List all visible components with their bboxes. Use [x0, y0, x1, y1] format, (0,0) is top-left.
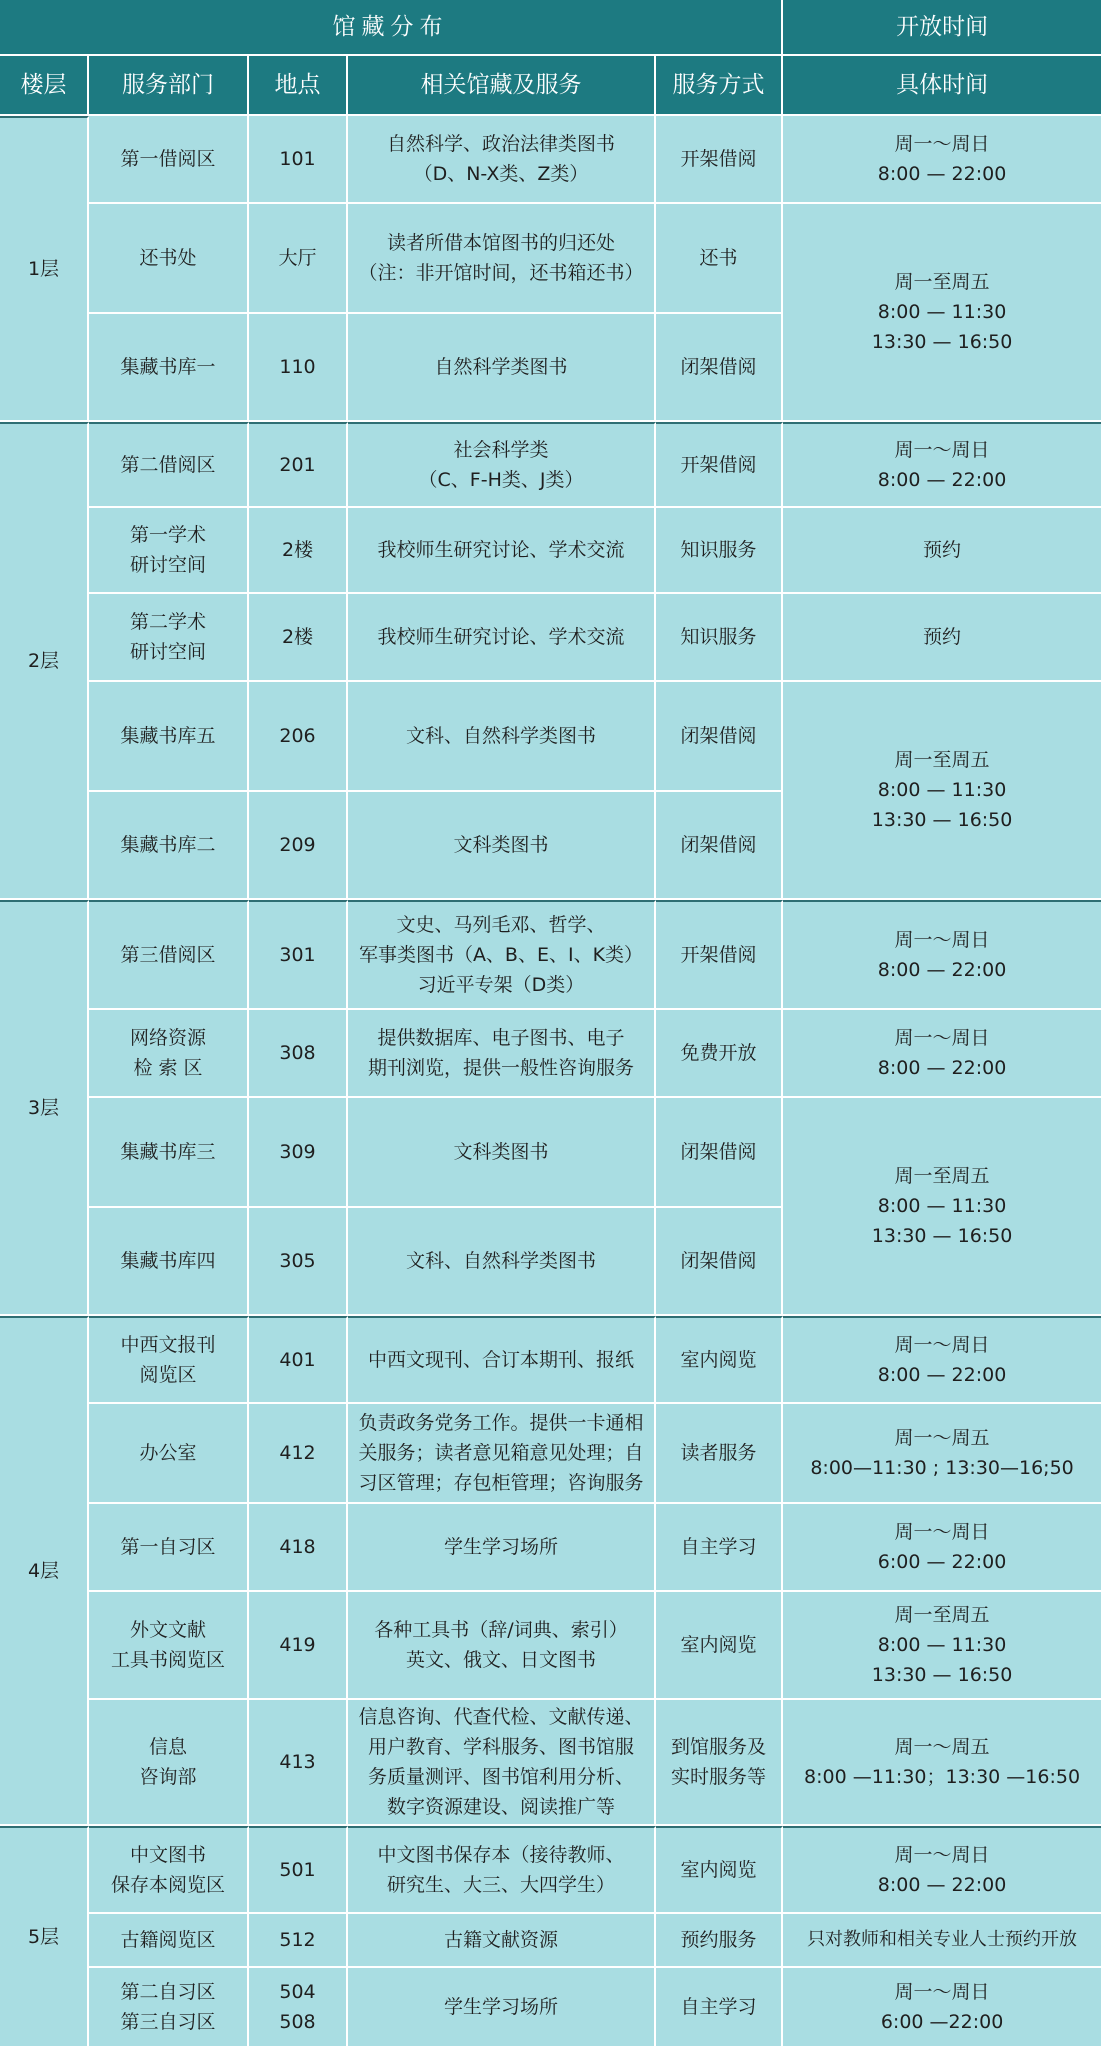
- collection-cell: 负责政务党务工作。提供一卡通相 关服务；读者意见箱意见处理；自 习区管理；存包柜管理；咨询服务: [348, 1404, 656, 1504]
- service-mode-cell: 室内阅览: [656, 1826, 783, 1914]
- service-mode-cell: 知识服务: [656, 508, 783, 594]
- table-row: [0, 508, 1101, 594]
- location-cell: 309: [249, 1098, 348, 1208]
- collection-cell: 文史、马列毛邓、哲学、 军事类图书（A、B、E、I、K类） 习近平专架（D类）: [348, 900, 656, 1010]
- time-cell: 周一～周日 6:00 — 22:00: [783, 1504, 1101, 1592]
- table-row: [0, 422, 1101, 508]
- time-cell: 周一～周日 8:00 — 22:00: [783, 1316, 1101, 1404]
- table-row: [0, 1098, 1101, 1208]
- collection-cell: 中西文现刊、合订本期刊、报纸: [348, 1316, 656, 1404]
- location-cell: 2楼: [249, 508, 348, 594]
- department-cell: 第二借阅区: [89, 422, 249, 508]
- col-header-location: 地点: [249, 56, 348, 116]
- department-cell: 第二自习区 第三自习区: [89, 1968, 249, 2048]
- service-mode-cell: 室内阅览: [656, 1316, 783, 1404]
- table-row: [0, 594, 1101, 682]
- collection-cell: 文科类图书: [348, 1098, 656, 1208]
- opening-hours-header: 开放时间: [783, 0, 1101, 56]
- location-cell: 209: [249, 792, 348, 900]
- col-header-time: 具体时间: [783, 56, 1101, 116]
- location-cell: 418: [249, 1504, 348, 1592]
- time-cell: 周一至周五 8:00 — 11:30 13:30 — 16:50: [783, 682, 1101, 900]
- time-cell: 周一至周五 8:00 — 11:30 13:30 — 16:50: [783, 1592, 1101, 1700]
- collection-cell: 读者所借本馆图书的归还处 （注：非开馆时间，还书箱还书）: [348, 204, 656, 314]
- floor-label: 2层: [0, 422, 89, 900]
- floor-label: 3层: [0, 900, 89, 1316]
- location-cell: 512: [249, 1914, 348, 1968]
- time-cell: 周一～周日 8:00 — 22:00: [783, 1010, 1101, 1098]
- table-row: [0, 116, 1101, 204]
- table-row: [0, 1968, 1101, 2048]
- collection-cell: 自然科学、政治法律类图书 （D、N-X类、Z类）: [348, 116, 656, 204]
- service-mode-cell: 读者服务: [656, 1404, 783, 1504]
- time-cell: 只对教师和相关专业人士预约开放: [783, 1914, 1101, 1968]
- department-cell: 第二学术 研讨空间: [89, 594, 249, 682]
- location-cell: 419: [249, 1592, 348, 1700]
- service-mode-cell: 闭架借阅: [656, 314, 783, 422]
- department-cell: 集藏书库五: [89, 682, 249, 792]
- location-cell: 504 508: [249, 1968, 348, 2048]
- time-cell: 周一～周日 8:00 — 22:00: [783, 422, 1101, 508]
- location-cell: 110: [249, 314, 348, 422]
- service-mode-cell: 闭架借阅: [656, 1098, 783, 1208]
- department-cell: 中文图书 保存本阅览区: [89, 1826, 249, 1914]
- table-row: [0, 1504, 1101, 1592]
- service-mode-cell: 还书: [656, 204, 783, 314]
- collection-cell: 文科、自然科学类图书: [348, 1208, 656, 1316]
- department-cell: 外文文献 工具书阅览区: [89, 1592, 249, 1700]
- collection-cell: 自然科学类图书: [348, 314, 656, 422]
- table-row: [0, 1592, 1101, 1700]
- floor-label: 5层: [0, 1826, 89, 2048]
- table-row: [0, 1914, 1101, 1968]
- table-row: [0, 682, 1101, 792]
- location-cell: 305: [249, 1208, 348, 1316]
- time-cell: 周一～周五 8:00—11:30 ; 13:30—16;50: [783, 1404, 1101, 1504]
- department-cell: 集藏书库四: [89, 1208, 249, 1316]
- department-cell: 第三借阅区: [89, 900, 249, 1010]
- collection-cell: 信息咨询、代查代检、文献传递、 用户教育、学科服务、图书馆服 务质量测评、图书馆利用分析、 数字资源建设、阅读推广等: [348, 1700, 656, 1826]
- table-row: [0, 900, 1101, 1010]
- location-cell: 大厅: [249, 204, 348, 314]
- department-cell: 信息 咨询部: [89, 1700, 249, 1826]
- time-cell: 周一～周日 8:00 — 22:00: [783, 900, 1101, 1010]
- location-cell: 206: [249, 682, 348, 792]
- location-cell: 413: [249, 1700, 348, 1826]
- col-header-service-mode: 服务方式: [656, 56, 783, 116]
- location-cell: 401: [249, 1316, 348, 1404]
- location-cell: 501: [249, 1826, 348, 1914]
- service-mode-cell: 室内阅览: [656, 1592, 783, 1700]
- collection-cell: 我校师生研究讨论、学术交流: [348, 594, 656, 682]
- time-cell: 周一～周日 8:00 — 22:00: [783, 1826, 1101, 1914]
- col-header-collection: 相关馆藏及服务: [348, 56, 656, 116]
- collection-cell: 学生学习场所: [348, 1504, 656, 1592]
- collection-cell: 学生学习场所: [348, 1968, 656, 2048]
- table-row: [0, 1316, 1101, 1404]
- col-header-floor: 楼层: [0, 56, 89, 116]
- service-mode-cell: 开架借阅: [656, 900, 783, 1010]
- department-cell: 集藏书库一: [89, 314, 249, 422]
- collection-cell: 各种工具书（辞/词典、索引） 英文、俄文、日文图书: [348, 1592, 656, 1700]
- table-row: [0, 1826, 1101, 1914]
- department-cell: 古籍阅览区: [89, 1914, 249, 1968]
- service-mode-cell: 知识服务: [656, 594, 783, 682]
- table-row: [0, 1700, 1101, 1826]
- service-mode-cell: 开架借阅: [656, 422, 783, 508]
- collection-cell: 文科类图书: [348, 792, 656, 900]
- department-cell: 办公室: [89, 1404, 249, 1504]
- time-cell: 周一～周五 8:00 —11:30；13:30 —16:50: [783, 1700, 1101, 1826]
- table-row: [0, 1010, 1101, 1098]
- collection-cell: 社会科学类 （C、F-H类、J类）: [348, 422, 656, 508]
- service-mode-cell: 预约服务: [656, 1914, 783, 1968]
- location-cell: 2楼: [249, 594, 348, 682]
- time-cell: 周一至周五 8:00 — 11:30 13:30 — 16:50: [783, 204, 1101, 422]
- location-cell: 201: [249, 422, 348, 508]
- collection-cell: 提供数据库、电子图书、电子 期刊浏览，提供一般性咨询服务: [348, 1010, 656, 1098]
- department-cell: 网络资源 检 索 区: [89, 1010, 249, 1098]
- service-mode-cell: 到馆服务及 实时服务等: [656, 1700, 783, 1826]
- time-cell: 周一至周五 8:00 — 11:30 13:30 — 16:50: [783, 1098, 1101, 1316]
- department-cell: 中西文报刊 阅览区: [89, 1316, 249, 1404]
- table-row: [0, 204, 1101, 314]
- service-mode-cell: 自主学习: [656, 1968, 783, 2048]
- service-mode-cell: 闭架借阅: [656, 682, 783, 792]
- collection-cell: 中文图书保存本（接待教师、 研究生、大三、大四学生）: [348, 1826, 656, 1914]
- time-cell: 预约: [783, 594, 1101, 682]
- collection-cell: 古籍文献资源: [348, 1914, 656, 1968]
- department-cell: 第一学术 研讨空间: [89, 508, 249, 594]
- time-cell: 周一～周日 8:00 — 22:00: [783, 116, 1101, 204]
- department-cell: 第一借阅区: [89, 116, 249, 204]
- department-cell: 还书处: [89, 204, 249, 314]
- service-mode-cell: 开架借阅: [656, 116, 783, 204]
- service-mode-cell: 闭架借阅: [656, 792, 783, 900]
- floor-label: 4层: [0, 1316, 89, 1826]
- time-cell: 周一～周日 6:00 —22:00: [783, 1968, 1101, 2048]
- floor-label: 1层: [0, 116, 89, 422]
- department-cell: 集藏书库三: [89, 1098, 249, 1208]
- col-header-department: 服务部门: [89, 56, 249, 116]
- service-mode-cell: 自主学习: [656, 1504, 783, 1592]
- location-cell: 101: [249, 116, 348, 204]
- service-mode-cell: 免费开放: [656, 1010, 783, 1098]
- department-cell: 集藏书库二: [89, 792, 249, 900]
- collection-cell: 文科、自然科学类图书: [348, 682, 656, 792]
- collection-cell: 我校师生研究讨论、学术交流: [348, 508, 656, 594]
- collection-distribution-header: 馆藏分布: [0, 0, 783, 56]
- location-cell: 308: [249, 1010, 348, 1098]
- department-cell: 第一自习区: [89, 1504, 249, 1592]
- service-mode-cell: 闭架借阅: [656, 1208, 783, 1316]
- time-cell: 预约: [783, 508, 1101, 594]
- location-cell: 301: [249, 900, 348, 1010]
- table-row: [0, 1404, 1101, 1504]
- location-cell: 412: [249, 1404, 348, 1504]
